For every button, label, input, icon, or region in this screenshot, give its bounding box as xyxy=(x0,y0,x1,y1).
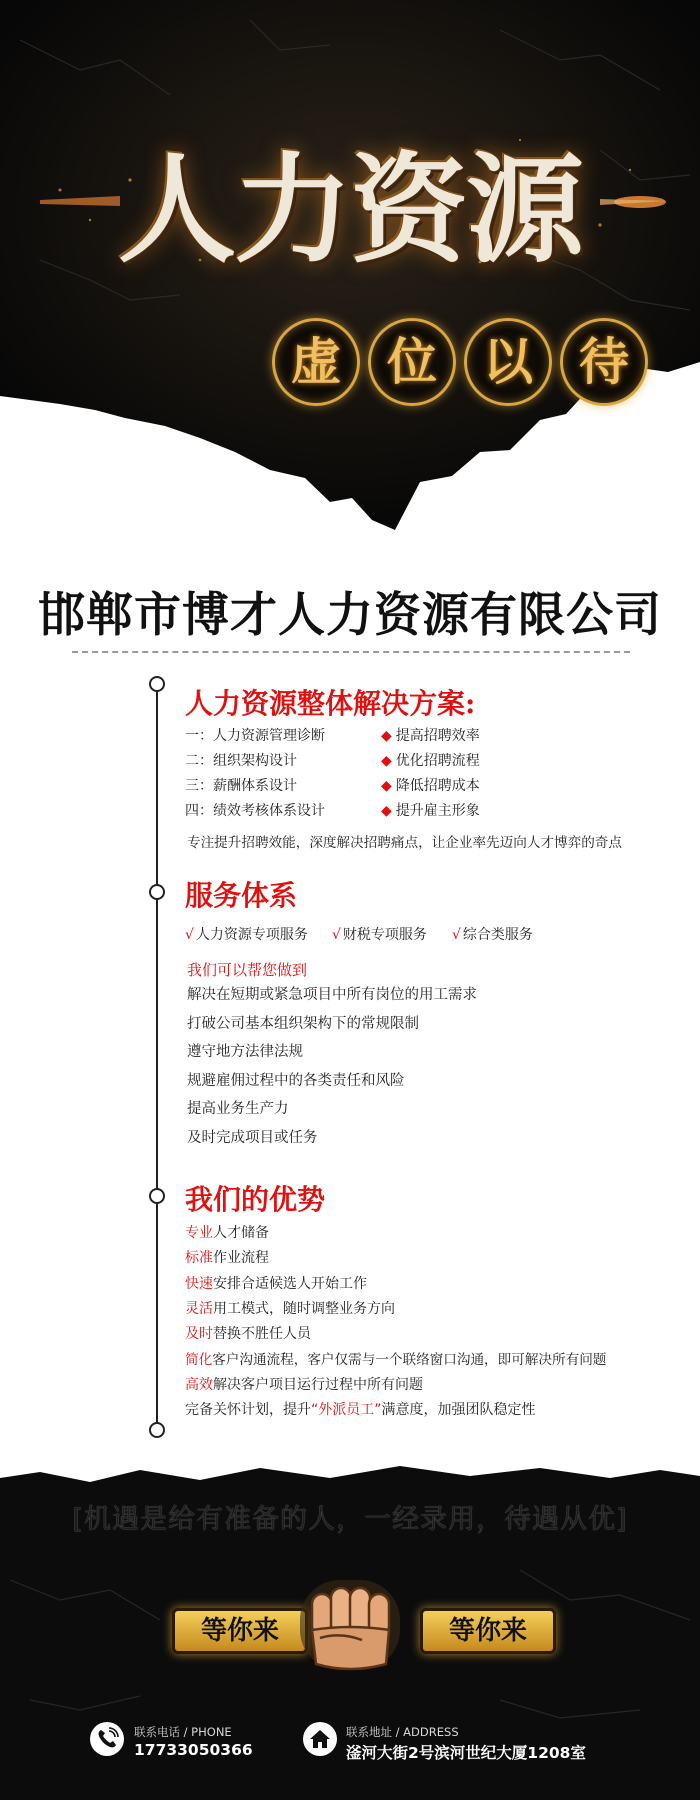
services-heading: 服务体系 xyxy=(185,879,298,912)
solution-row xyxy=(185,800,665,825)
check-icon: √ xyxy=(332,927,341,943)
solution-right-text: 降低招聘成本 xyxy=(395,778,480,794)
hero-banner xyxy=(0,0,700,560)
list-item: 解决在短期或紧急项目中所有岗位的用工需求 xyxy=(187,987,477,1003)
service-item-2 xyxy=(332,924,427,944)
advantage-keyword: 高效 xyxy=(185,1376,213,1393)
solution-row xyxy=(185,750,665,775)
diamond-bullet-icon: ◆ xyxy=(381,728,392,744)
solution-left: 三：薪酬体系设计 xyxy=(185,778,297,794)
timeline-line xyxy=(156,682,158,1430)
list-item xyxy=(185,1298,665,1323)
solution-right xyxy=(381,725,480,745)
phone-number[interactable]: 17733050366 xyxy=(134,1741,253,1759)
advantage-text: 满意度，加强团队稳定性 xyxy=(381,1402,536,1419)
hero-title: 人力资源 xyxy=(117,141,582,279)
advantages-list xyxy=(185,1222,665,1424)
solution-row xyxy=(185,775,665,800)
service-item-1 xyxy=(185,924,308,944)
solutions-heading: 人力资源整体解决方案: xyxy=(185,687,476,720)
solutions-summary: 专注提升招聘效能，深度解决招聘痛点，让企业率先迈向人才博弈的奇点 xyxy=(187,835,622,851)
timeline-node-1 xyxy=(149,676,165,692)
await-label-left: 等你来 xyxy=(172,1608,308,1654)
advantage-text: 解决客户项目运行过程中所有问题 xyxy=(213,1376,423,1393)
list-item xyxy=(185,1247,665,1272)
home-icon xyxy=(303,1722,337,1756)
list-item xyxy=(185,1348,665,1373)
solution-right-text: 优化招聘流程 xyxy=(395,753,480,769)
list-item xyxy=(185,1323,665,1348)
can-do-list xyxy=(187,981,477,1152)
check-icon: √ xyxy=(452,927,461,943)
advantage-text: 用工模式，随时调整业务方向 xyxy=(213,1300,395,1317)
advantage-keyword: 标准 xyxy=(185,1250,213,1267)
service-label: 人力资源专项服务 xyxy=(195,927,308,943)
badge-3: 以 xyxy=(464,318,552,406)
can-do-title: 我们可以帮您做到 xyxy=(187,961,308,979)
diamond-bullet-icon: ◆ xyxy=(381,778,392,794)
solution-right-text: 提升雇主形象 xyxy=(395,803,480,819)
advantage-text: 替换不胜任人员 xyxy=(213,1326,311,1343)
phone-icon xyxy=(90,1722,124,1756)
solution-left: 一：人力资源管理诊断 xyxy=(185,728,325,744)
solution-right-text: 提高招聘效率 xyxy=(395,728,480,744)
advantage-keyword: 专业 xyxy=(185,1225,213,1241)
solution-row xyxy=(185,725,665,750)
list-item xyxy=(185,1273,665,1298)
advantage-keyword: 简化 xyxy=(185,1352,213,1369)
badge-4: 待 xyxy=(560,318,648,406)
solution-right xyxy=(381,750,480,770)
list-item xyxy=(185,1222,665,1247)
solutions-grid xyxy=(185,725,665,825)
solution-left: 四：绩效考核体系设计 xyxy=(185,803,325,819)
advantage-text: 客户沟通流程，客户仅需与一个联络窗口沟通，即可解决所有问题 xyxy=(212,1352,607,1369)
service-label: 财税专项服务 xyxy=(342,927,427,943)
advantages-heading: 我们的优势 xyxy=(185,1183,326,1216)
list-item: 提高业务生产力 xyxy=(187,1101,289,1117)
phone-label: 联系电话 / PHONE xyxy=(134,1725,232,1739)
timeline-node-2 xyxy=(149,884,165,900)
fist-icon xyxy=(290,1576,410,1676)
company-name: 邯郸市博才人力资源有限公司 xyxy=(38,588,662,643)
list-item xyxy=(185,1374,665,1399)
timeline-node-4 xyxy=(149,1422,165,1438)
solution-right xyxy=(381,800,480,820)
timeline-node-3 xyxy=(149,1188,165,1204)
advantage-text: 完备关怀计划，提升 xyxy=(185,1402,311,1419)
diamond-bullet-icon: ◆ xyxy=(381,753,392,769)
vacancy-badges xyxy=(272,318,652,406)
badge-2: 位 xyxy=(368,318,456,406)
list-item xyxy=(185,1399,665,1424)
list-item: 规避雇佣过程中的各类责任和风险 xyxy=(187,1072,405,1089)
advantage-keyword: 快速 xyxy=(185,1275,213,1292)
advantage-text: 作业流程 xyxy=(213,1250,269,1267)
diamond-bullet-icon: ◆ xyxy=(381,803,392,819)
advantage-text: 人才储备 xyxy=(213,1225,269,1241)
advantage-keyword: 及时 xyxy=(185,1326,213,1343)
list-item: 及时完成项目或任务 xyxy=(187,1129,318,1146)
list-item: 打破公司基本组织架构下的常规限制 xyxy=(187,1015,419,1032)
advantage-keyword: “外派员工” xyxy=(311,1402,382,1419)
address-value: 滏河大街2号滨河世纪大厦1208室 xyxy=(346,1744,586,1762)
badge-1: 虚 xyxy=(272,318,360,406)
list-item: 遵守地方法律法规 xyxy=(187,1044,303,1060)
solution-right xyxy=(381,775,480,795)
check-icon: √ xyxy=(185,927,194,943)
solution-left: 二：组织架构设计 xyxy=(185,753,297,769)
dashed-divider xyxy=(72,651,630,653)
advantage-text: 安排合适候选人开始工作 xyxy=(213,1275,367,1292)
await-label-right: 等你来 xyxy=(420,1608,556,1654)
advantage-keyword: 灵活 xyxy=(185,1300,213,1317)
slogan: [机遇是给有准备的人，一经录用，待遇从优] xyxy=(72,1504,628,1535)
service-item-3 xyxy=(452,924,533,944)
service-label: 综合类服务 xyxy=(462,927,533,943)
address-label: 联系地址 / ADDRESS xyxy=(346,1725,459,1739)
